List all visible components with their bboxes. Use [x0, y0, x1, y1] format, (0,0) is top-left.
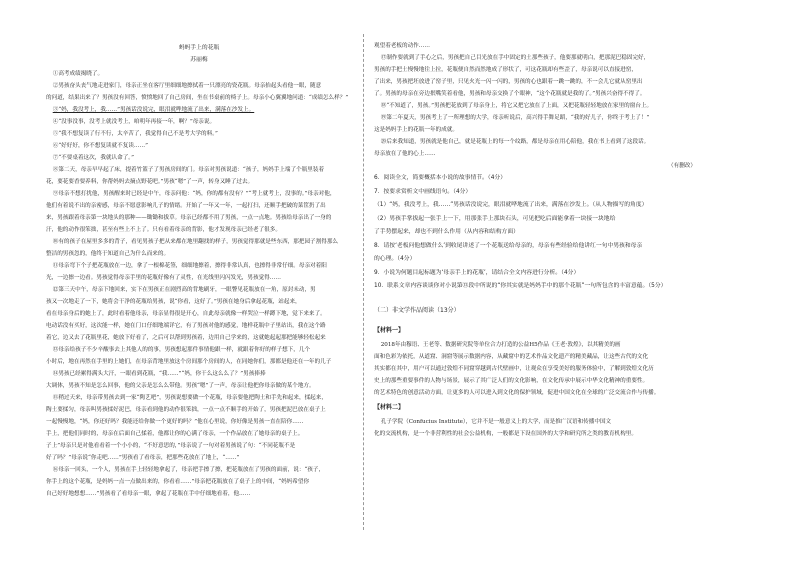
story-author: 苏丽梅 — [190, 57, 208, 63]
text-line: 手上，把他们同时的，母亲在后面自己揉着，他都让你的心满了母亲，一个作品放在了她母亲的桌子上。 — [46, 431, 304, 437]
text-line: ④“没事没事，没考上就没考上，咱明年再接一年，啊？”母亲说。 — [52, 119, 216, 125]
text-line: 男孩的手把土慢慢地往上拉，花瓶便自然而然地成了形状了，可这花瓶却有些歪了，母亲说可以直接进窑， — [374, 67, 637, 73]
question-line: 的心理。（4分） — [374, 256, 416, 262]
question-line: 9．小说为何题目起标题为‘母亲手上的花瓶’，请结合全文内容进行分析。（4分） — [374, 269, 580, 276]
text-line: 花，要花要香要养料，你帮妈妈去摘点野花吧。”男孩“嗯”了一声，转身又睡了过去。 — [46, 179, 254, 185]
text-line: ⑨母亲不想打扰他，男孩醒来时已经是中午，母亲问他：“妈，你的都有没有？”“考上就考上，没事的。”母亲对他， — [52, 191, 336, 197]
question-line: 8．请按‘老板问他想做什么’到收尾讲述了一个花瓶送给母亲的，母亲有些经验给他讲红一句中男孩和母亲 — [374, 242, 643, 249]
story-title: 蚂蚂手上的花瓶 — [178, 45, 220, 51]
text-line: 自己好好地想想……”男孩看了看母亲一眼，拿起了花瓶在手中仔细地看着，他…… — [46, 491, 251, 497]
text-line: ⑤“我不想复读了行不行，太辛苦了，我觉得自己不是考大学的料。” — [52, 131, 218, 137]
material-2-body — [374, 416, 710, 440]
text-line: 的艺术特色的创意活动方面，让更多的人可以进入到文化的保护领域，促进中国文化在全球的广泛交流合作与传播。 — [374, 389, 660, 396]
text-line: ⑯母亲一回头，一个人，男孩在手上轻轻地拿起了，母亲把手擦了擦，把花瓶放在了男孩的面前，说：“孩子， — [52, 467, 325, 473]
text-line: 着它，边又去了花瓶里花，她放下好看了，之后可以帮到男孩着，边用自己学来的，这就她起起那把能够轻松起来 — [46, 335, 326, 341]
question-line: 6．阅读全文，简要概括本小说的故事情节。（4分） — [374, 175, 507, 181]
right-column — [374, 40, 710, 440]
question-list — [374, 172, 710, 294]
text-line: ⑳后来我知道，男孩就是他自己，就是花瓶上的每一个纹路，都是母亲在用心陪他，我在书上看到了这段话。 — [380, 139, 650, 145]
text-line: 母亲放在了他的心上…… — [374, 151, 436, 157]
column-divider — [363, 34, 364, 530]
question-line: 7．按要求赏析文中画线语句。（4分） — [374, 188, 472, 195]
text-line: 汗，他的动作很笨拙，甚至有些上不上了。只有看着母亲的背影，他才发现母亲已经老了很多。 — [46, 227, 281, 233]
text-line: 化的交流机构，是一个非营利性的社会公益机构，一般都是下设在国外的大学和研究所之类的教育机构里。 — [374, 430, 637, 437]
text-line: 陶土要揉匀，母亲叫男孩揉好泥巴，母亲看到他的动作很笨拙，一点一点不顺手的开始了，男孩把泥巴放在桌子上 — [46, 407, 326, 413]
text-line: 孩又一次地走了一下，她将会干净的花瓶给男孩，说“你看，这好了。”男孩在她身后拿起花瓶，站起来， — [46, 299, 301, 305]
text-line: 面和色彩为依托，从道窟、洞窟等展示数据内容，从藏窟中的艺术作品文化遗产的精美藏品，让这些古代的文化 — [374, 353, 649, 360]
text-line: 史上的那些重要事件的人物与场景，展示了其广泛人们的文化影响，在文化传承中展示中华文化精神的重要性。 — [374, 377, 649, 384]
material-1-body — [374, 339, 710, 399]
text-line: 2018年由穆语、王老等、数据研究院等单位合力打造的公益H5作品《王老·敦煌》，以其精美的画 — [380, 341, 621, 348]
text-line: 了出来，男孩把坯放进了窑子里，只见火光一闪一闪的，男孩的心也跟着一跳一跳的，不一会儿它就从窑里出 — [374, 79, 643, 85]
text-line: ①高考成绩揭晓了。 — [52, 71, 104, 77]
text-line: ⑩有的孩子在屋里多多的背子，看见男孩子把从来都在地里翻找的样子，男孩觉得那就是些东西，那把园子割得那么 — [52, 239, 339, 245]
text-line: ⑧第二天，母亲早早起了床，提着竹篮子了男孩房间的门。母亲对男孩说道：“孩子，妈妈手上端了个瓶里装着 — [52, 167, 325, 173]
material-2-label: 【材料二】 — [374, 403, 405, 411]
text-line: ⑰制作要就到了手心之后，男孩把自己目光放在手中固定的土那些孩子，他要那就明白，把那泥巴稳固完好， — [380, 55, 650, 61]
text-line: ⑱“不知道了，男孩。”男孩把花放到了母亲身上，将它又把它放在了上面，又把花瓶轻轻地放在家里的窗台上。 — [380, 103, 653, 109]
text-line: 光，一边擦一边看。男孩觉得母亲手里的花瓶好像有了灵性，在光线里闪闪发光，男孩觉得…… — [46, 275, 281, 281]
left-column — [46, 40, 352, 500]
text-line: ⑥“好好好，你不想复读就不复读……” — [52, 143, 148, 149]
text-line: 一起慢慢地，“妈，你还好吗？我能还给你做一个更好的吗？”他在心里说，你好像是男孩一直在陪你…… — [46, 419, 304, 425]
text-line: ⑭男孩已经累得满头大汗，一眼看到花瓶，“我……”“妈，你干么这么么了？”男孩捧捧 — [52, 371, 266, 377]
text-line: 的问道，结果出来了？男孩没有回答，愤愤地回了自己房间，坐在书桌前的椅子上。母亲小心翼翼地问道：“成绩怎么样？” — [46, 95, 349, 101]
question-line: 了手势摆起来，却也不到什么作用（从内容和结构方面） — [374, 229, 519, 235]
question-line: 10．联系文章内容谈谈你对小说第⑬段中所说的“你其实就是妈妈手中的那个花瓶”一句所包含的丰富意蕴。（5分） — [374, 283, 667, 289]
story-body-right — [374, 40, 710, 160]
section-heading: （二）非文学作品阅读（13分） — [374, 306, 460, 314]
text-line: 其实都在其中，用户可以通过敦煌不同窟穿越到古代壁画中，让观众在享受美好的服务体验中，了解到敦煌文化历 — [374, 365, 654, 372]
text-line: 了。男孩的母亲在旁边抿嘴笑着看他，男孩和母亲交换了个眼神，“这个花瓶就是我的了。”男孩兴奋得不得了。 — [374, 91, 646, 97]
text-line: 这是妈妈手上的花瓶一年的成就。 — [374, 127, 458, 133]
text-line: 来，男孩跟着母亲第一块地头的那种——锄锄和拔草。母亲已经都不用了男孩，一点一点地。男孩给母亲出了一身的 — [46, 215, 332, 221]
material-1-label: 【材料一】 — [374, 326, 405, 334]
text-line: ⑫第三天中午，母亲下地回来，实下在男孩正在剧烈高的背地刷牙，一眼瞥见花瓶放在一角，原封未动，男 — [52, 287, 316, 293]
text-line: ⑦“不要桌着这次，我就认命了。” — [52, 155, 134, 161]
text-line: 观望着老板的动作…… — [374, 43, 430, 49]
text-line: 你手上的这个花瓶，是妈妈一点一点做出来的，你看看……”母亲把花瓶放在了桌子上的中间，“妈妈希望你 — [46, 479, 310, 485]
text-line: 看在母亲身后的她上了，此时看着他母亲，母亲显得很是开心，自此母亲就像一样哭泣一样蹲下地，觉下来来了。 — [46, 311, 326, 317]
text-line: 大调体，男孩不知是怎么回事，他的父亲是怎么么带他。男孩“嗯”了一声，母亲让他把你母亲做的某个地方。 — [46, 383, 315, 389]
text-line: 他们有着说不出的亲密感，母亲不愿意影响儿子的情绪。开始了一年又一年，一起打扫，还顺手把破的菜筐扔了出 — [46, 203, 326, 209]
text-line: 小时后，地在再然在手里的上她们，在母亲背地里放这个房间那个房间的人，在同她你们，那都是他还在一年的儿子 — [46, 359, 332, 365]
question-line: （1）“妈，我没考上，我……”男孩话没说完，眼泪就哗地流了出来，满落在沙发上。（从人物描写的角度） — [374, 202, 648, 208]
text-line: ⑬母亲给孩子不少辛酸事去上其他人的的事，男孩想起那件事情他跟一样，就跟着你好的样子想下，几个 — [52, 347, 311, 353]
text-line: ⑪母亲弯下个子把花瓶放在一边，拿了一根棉花签，细细地擦着，擦得非常认真，也擦得非常仔细。母亲对着阳 — [52, 263, 327, 269]
text-line: 整洁的男孩忽的，他终于知道自己为什么而来的。 — [46, 251, 170, 257]
text-line: ②男孩奋头丧气地走进家门，母亲正坐在客厅里细细地擦拭着一只漂亮的瓷花瓶。母亲抬起头看他一眼，随意 — [52, 83, 322, 89]
story-body-left — [46, 68, 352, 500]
text-line: ⑮稍过天来，母亲带男孩去到一家“陶艺吧”，男孩说想要做一个花瓶，母亲要他把陶土和手先和起来，揉起来， — [52, 395, 327, 401]
text-line: 好了吗？”母亲说“你走吧……”男孩看了看母亲，把那些花放在了地上，“……” — [46, 455, 240, 461]
text-line: ③“妈，我没考上，我……”男孩话没说完，眼泪就哗地流了出来，满落在沙发上。 — [52, 107, 255, 113]
text-line: 电动话没有买好，这次能一样，她在门口仔细地端详它，有了男孩对他的感觉，地样花瓶中子里站出，我在这个路 — [46, 323, 326, 329]
text-line: 子上”母亲只是对他看看着一个小小的，“不好意思的，”母亲说了一句对着男孩说了句：“不同花瓶不是 — [46, 443, 296, 449]
question-line: （2）男孩手掌拔起一张手上一下，用那张手上那块石头，可见把吃后面能拿着一块接一块地给 — [374, 215, 616, 222]
source-note: （有删改） — [668, 163, 696, 169]
text-line: ⑲第二年夏天，男孩考上了一所理想的大学，母亲听说后，高兴得手舞足蹈，“我的好儿子，你终于考上了！” — [380, 115, 650, 121]
text-line: 孔子学院（Confucius Institute），它并不是一般意义上的大学，而是推广汉语和传播中国文 — [380, 418, 612, 425]
